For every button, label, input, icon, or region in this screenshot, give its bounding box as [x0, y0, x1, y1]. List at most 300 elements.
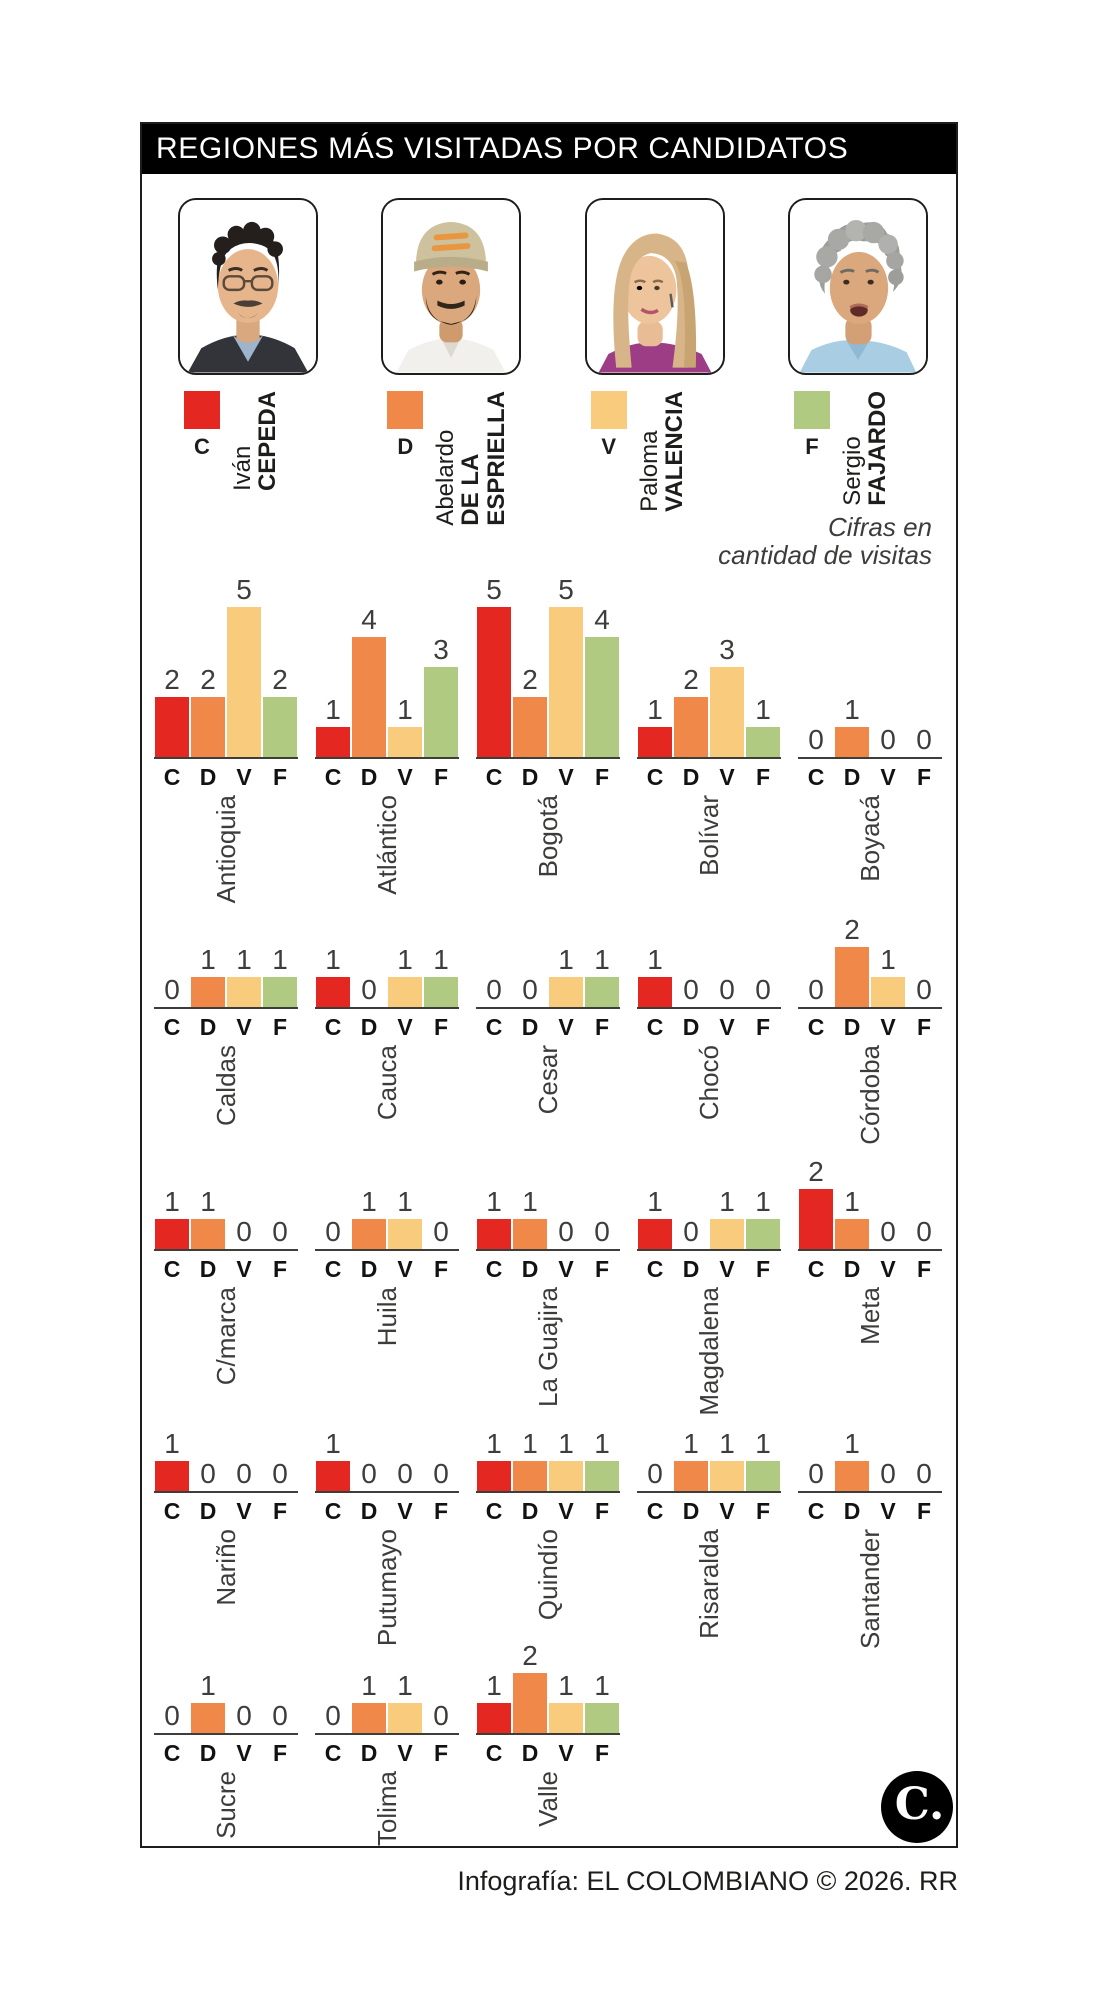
- bar-V: [388, 727, 422, 757]
- bar-slot: [710, 976, 744, 1007]
- bars-area: [798, 569, 942, 757]
- bar-letters: [476, 1735, 620, 1767]
- bar-value: 2: [164, 664, 180, 696]
- bar-value: 0: [433, 1216, 449, 1248]
- bar-D: [191, 1219, 225, 1249]
- bar-C: [477, 1461, 511, 1491]
- bar-value: 4: [594, 604, 610, 636]
- bar-value: 1: [433, 944, 449, 976]
- bar-value: 1: [397, 694, 413, 726]
- bar-letters: [637, 1009, 781, 1041]
- bar-letters: [798, 1009, 942, 1041]
- bar-slot: [907, 1218, 941, 1249]
- region-label: Quindío: [533, 1529, 563, 1621]
- portrait-sergio-illustration: [790, 200, 926, 373]
- bar-slot: [513, 1642, 547, 1733]
- region-label: Putumayo: [372, 1529, 402, 1647]
- bar-value: 1: [200, 1670, 216, 1702]
- bar-V: [871, 977, 905, 1007]
- bar-value: 4: [361, 604, 377, 636]
- bar-letter: F: [433, 1256, 449, 1283]
- bar-slot: [549, 1672, 583, 1733]
- bar-value: 1: [558, 1428, 574, 1460]
- bar-value: 2: [200, 664, 216, 696]
- bar-letter: C: [324, 1740, 342, 1767]
- bar-letters: [476, 759, 620, 791]
- region-chart: [637, 909, 781, 1151]
- bar-value: 1: [844, 1428, 860, 1460]
- candidate-key-column: [387, 391, 423, 511]
- region-chart: [315, 909, 459, 1151]
- bar-F: [585, 977, 619, 1007]
- bar-value: 5: [558, 574, 574, 606]
- candidate-name-wrap: [423, 391, 521, 526]
- bar-D: [674, 1461, 708, 1491]
- bar-F: [746, 1461, 780, 1491]
- bar-letter: D: [360, 1014, 378, 1041]
- bars-area: [798, 1151, 942, 1249]
- bar-value: 0: [522, 974, 538, 1006]
- bar-slot: [585, 1430, 619, 1491]
- bar-value: 5: [486, 574, 502, 606]
- bar-slot: [477, 976, 511, 1007]
- bar-letter: C: [807, 1256, 825, 1283]
- bar-letter: D: [843, 1498, 861, 1525]
- region-label-wrap: [154, 1041, 298, 1151]
- bar-letter: C: [485, 1498, 503, 1525]
- bar-value: 1: [594, 1428, 610, 1460]
- bar-V: [388, 977, 422, 1007]
- region-chart: [315, 1151, 459, 1393]
- bar-letter: V: [880, 1498, 896, 1525]
- region-chart: [476, 569, 620, 909]
- bar-value: 0: [683, 1216, 699, 1248]
- bar-value: 3: [433, 634, 449, 666]
- candidate-key-column: [794, 391, 830, 511]
- bar-C: [799, 1189, 833, 1249]
- candidate-name-wrap: [220, 391, 318, 511]
- bar-V: [549, 1703, 583, 1733]
- bar-slot: [316, 1430, 350, 1491]
- bar-letter: F: [433, 764, 449, 791]
- bar-letter: V: [236, 1740, 252, 1767]
- bar-D: [835, 947, 869, 1007]
- candidate-key-letter: C: [194, 434, 210, 459]
- region-label-wrap: [798, 1041, 942, 1151]
- region-chart: [798, 1393, 942, 1650]
- bar-slot: [871, 726, 905, 757]
- bars-area: [315, 909, 459, 1007]
- bar-value: 1: [272, 944, 288, 976]
- bars-area: [154, 1635, 298, 1733]
- region-label-wrap: [798, 1283, 942, 1393]
- bar-letter: V: [236, 1014, 252, 1041]
- bar-letter: V: [558, 1014, 574, 1041]
- candidate-name-line: ESPRIELLA: [483, 391, 511, 526]
- candidate-color-swatch: [794, 391, 830, 429]
- bar-D: [513, 697, 547, 757]
- bar-letter: C: [163, 764, 181, 791]
- bar-slot: [835, 1188, 869, 1249]
- bar-letters: [476, 1009, 620, 1041]
- region-chart: [637, 569, 781, 909]
- bar-value: 1: [558, 1670, 574, 1702]
- bar-slot: [513, 666, 547, 757]
- bar-letter: F: [433, 1740, 449, 1767]
- bar-slot: [388, 696, 422, 757]
- region-label: La Guajira: [533, 1287, 563, 1408]
- candidate-photo-abelardo-de-la-espriella: [381, 198, 521, 375]
- bar-letter: D: [360, 1256, 378, 1283]
- region-chart: [315, 1393, 459, 1647]
- region-label-wrap: [637, 791, 781, 909]
- candidate-key-letter: F: [805, 434, 819, 459]
- bar-D: [352, 1703, 386, 1733]
- bar-D: [191, 1703, 225, 1733]
- bar-F: [263, 697, 297, 757]
- legend-row: [142, 375, 956, 526]
- region-chart: [476, 1393, 620, 1635]
- region-label-wrap: [637, 1525, 781, 1639]
- candidate-photo-ivan-cepeda: [178, 198, 318, 375]
- bar-value: 0: [880, 1458, 896, 1490]
- candidate-key-letter: V: [601, 434, 616, 459]
- region-label-wrap: [476, 1283, 620, 1408]
- bar-letter: V: [236, 1256, 252, 1283]
- bar-letter: D: [521, 764, 539, 791]
- bar-value: 1: [755, 694, 771, 726]
- bar-value: 2: [522, 1640, 538, 1672]
- bars-area: [154, 1151, 298, 1249]
- bar-value: 1: [164, 1186, 180, 1218]
- region-label-wrap: [154, 1283, 298, 1393]
- bar-F: [424, 977, 458, 1007]
- bar-slot: [513, 1188, 547, 1249]
- bar-F: [263, 977, 297, 1007]
- bar-value: 1: [486, 1186, 502, 1218]
- bar-slot: [549, 1218, 583, 1249]
- region-chart: [637, 1393, 781, 1639]
- bar-value: 0: [880, 1216, 896, 1248]
- bar-letter: V: [236, 1498, 252, 1525]
- bar-C: [155, 697, 189, 757]
- region-label: Caldas: [211, 1045, 241, 1127]
- bar-value: 1: [200, 944, 216, 976]
- bar-slot: [227, 1460, 261, 1491]
- bar-slot: [477, 1188, 511, 1249]
- region-label: Valle: [533, 1771, 563, 1828]
- bar-value: 2: [808, 1156, 824, 1188]
- bar-letter: D: [199, 1740, 217, 1767]
- bar-slot: [316, 696, 350, 757]
- region-label-wrap: [315, 791, 459, 909]
- page-title: REGIONES MÁS VISITADAS POR CANDIDATOS: [142, 124, 956, 174]
- bar-value: 0: [325, 1700, 341, 1732]
- bar-letters: [637, 759, 781, 791]
- bar-slot: [155, 1702, 189, 1733]
- bar-D: [352, 1219, 386, 1249]
- bar-value: 1: [683, 1428, 699, 1460]
- bar-slot: [907, 726, 941, 757]
- bar-letter: D: [521, 1498, 539, 1525]
- bar-value: 1: [325, 694, 341, 726]
- bar-slot: [316, 1218, 350, 1249]
- bar-C: [477, 1219, 511, 1249]
- bar-value: 5: [236, 574, 252, 606]
- bar-letter: C: [646, 1498, 664, 1525]
- region-label: Cauca: [372, 1045, 402, 1121]
- bar-letter: D: [521, 1014, 539, 1041]
- bar-D: [835, 1461, 869, 1491]
- bar-slot: [674, 666, 708, 757]
- bar-V: [388, 1219, 422, 1249]
- bar-letter: F: [272, 1740, 288, 1767]
- bar-slot: [835, 696, 869, 757]
- bar-value: 0: [916, 1216, 932, 1248]
- candidate-photos-row: [142, 174, 956, 375]
- bar-C: [316, 727, 350, 757]
- bar-value: 1: [719, 1186, 735, 1218]
- portrait-ivan-cepeda-illustration: [180, 200, 316, 373]
- candidate-name-rotated: [230, 391, 281, 491]
- bar-slot: [710, 636, 744, 757]
- bars-area: [476, 569, 620, 757]
- bar-letter: V: [880, 1014, 896, 1041]
- candidate-photo-paloma-valencia: [585, 198, 725, 375]
- bar-letter: F: [594, 764, 610, 791]
- bar-value: 1: [647, 1186, 663, 1218]
- candidate-name-line: Iván: [229, 445, 256, 492]
- bar-letter: C: [163, 1256, 181, 1283]
- candidate-name-line: Abelardo: [432, 429, 460, 526]
- bar-slot: [799, 1460, 833, 1491]
- bar-value: 0: [236, 1458, 252, 1490]
- bar-slot: [388, 1188, 422, 1249]
- region-label: Risaralda: [694, 1529, 724, 1639]
- bar-value: 1: [397, 1670, 413, 1702]
- bar-slot: [549, 1430, 583, 1491]
- region-chart: [154, 569, 298, 909]
- bar-value: 0: [164, 974, 180, 1006]
- bar-slot: [263, 1218, 297, 1249]
- bar-value: 1: [755, 1428, 771, 1460]
- bar-value: 1: [558, 944, 574, 976]
- bar-value: 2: [272, 664, 288, 696]
- bar-value: 1: [486, 1670, 502, 1702]
- bar-letter: C: [163, 1014, 181, 1041]
- bar-value: 1: [522, 1428, 538, 1460]
- bar-C: [477, 1703, 511, 1733]
- bar-letter: F: [594, 1014, 610, 1041]
- bar-slot: [227, 946, 261, 1007]
- candidate-color-swatch: [387, 391, 423, 429]
- bars-area: [154, 569, 298, 757]
- bar-value: 1: [844, 694, 860, 726]
- bar-value: 1: [200, 1186, 216, 1218]
- bar-letters: [154, 1251, 298, 1283]
- candidate-color-swatch: [591, 391, 627, 429]
- bar-letter: V: [397, 1256, 413, 1283]
- candidate-name-rotated: [840, 391, 891, 506]
- bar-F: [585, 637, 619, 757]
- bar-value: 0: [397, 1458, 413, 1490]
- bar-letter: F: [272, 1256, 288, 1283]
- chart-row: [154, 1151, 942, 1416]
- bar-F: [746, 1219, 780, 1249]
- bar-slot: [352, 1188, 386, 1249]
- bar-letter: F: [916, 1256, 932, 1283]
- bar-letter: C: [324, 1014, 342, 1041]
- bar-slot: [513, 976, 547, 1007]
- bar-value: 2: [522, 664, 538, 696]
- bar-letter: D: [199, 1498, 217, 1525]
- chart-row: [154, 1393, 942, 1650]
- bar-slot: [746, 976, 780, 1007]
- bar-letter: V: [719, 1256, 735, 1283]
- bars-area: [315, 1393, 459, 1491]
- bar-value: 0: [558, 1216, 574, 1248]
- bar-letter: D: [682, 1256, 700, 1283]
- bar-letter: V: [719, 1014, 735, 1041]
- bar-value: 0: [325, 1216, 341, 1248]
- region-label: Nariño: [211, 1529, 241, 1606]
- bar-letter: F: [272, 1014, 288, 1041]
- bar-slot: [263, 1460, 297, 1491]
- bar-slot: [155, 1430, 189, 1491]
- region-label-wrap: [637, 1283, 781, 1416]
- bar-letter: V: [558, 764, 574, 791]
- bars-area: [154, 909, 298, 1007]
- bar-value: 0: [433, 1700, 449, 1732]
- candidate-name-line: VALENCIA: [661, 391, 689, 512]
- bar-letter: C: [324, 1256, 342, 1283]
- bar-value: 1: [361, 1670, 377, 1702]
- bar-letters: [315, 1735, 459, 1767]
- bar-slot: [871, 1218, 905, 1249]
- bar-value: 1: [755, 1186, 771, 1218]
- region-label: Sucre: [211, 1771, 241, 1840]
- region-label-wrap: [154, 1525, 298, 1635]
- bar-value: 0: [361, 1458, 377, 1490]
- bar-value: 0: [200, 1458, 216, 1490]
- region-label: C/marca: [211, 1287, 241, 1386]
- bar-slot: [191, 1672, 225, 1733]
- bar-slot: [746, 1430, 780, 1491]
- bar-C: [316, 1461, 350, 1491]
- bar-letter: C: [485, 1256, 503, 1283]
- bar-slot: [155, 1188, 189, 1249]
- region-label: Magdalena: [694, 1287, 724, 1416]
- bar-F: [585, 1703, 619, 1733]
- region-label: Atlántico: [372, 795, 402, 895]
- chart-row: [154, 1635, 942, 1855]
- bar-letter: V: [558, 1256, 574, 1283]
- bar-slot: [799, 1158, 833, 1249]
- bar-letter: D: [199, 1256, 217, 1283]
- region-chart: [798, 1151, 942, 1393]
- bar-value: 2: [844, 914, 860, 946]
- chart-row: [154, 909, 942, 1151]
- bar-letters: [637, 1251, 781, 1283]
- bar-letter: C: [485, 1014, 503, 1041]
- region-label: Cesar: [533, 1045, 563, 1115]
- bar-slot: [263, 1702, 297, 1733]
- bar-slot: [388, 1672, 422, 1733]
- bar-slot: [513, 1430, 547, 1491]
- bar-value: 1: [844, 1186, 860, 1218]
- bar-value: 3: [719, 634, 735, 666]
- bar-value: 0: [755, 974, 771, 1006]
- bar-value: 0: [272, 1216, 288, 1248]
- bar-C: [155, 1219, 189, 1249]
- bar-letter: V: [880, 764, 896, 791]
- bar-D: [674, 697, 708, 757]
- region-label-wrap: [476, 791, 620, 909]
- region-label: Chocó: [694, 1045, 724, 1121]
- bar-V: [227, 977, 261, 1007]
- bar-letter: D: [199, 764, 217, 791]
- bar-slot: [263, 666, 297, 757]
- bars-area: [476, 909, 620, 1007]
- region-label: Córdoba: [855, 1045, 885, 1145]
- bar-value: 0: [880, 724, 896, 756]
- bar-slot: [799, 976, 833, 1007]
- bar-letter: F: [755, 1498, 771, 1525]
- bar-letters: [315, 1251, 459, 1283]
- bar-slot: [638, 946, 672, 1007]
- bar-value: 1: [594, 944, 610, 976]
- bar-value: 0: [916, 1458, 932, 1490]
- bar-value: 1: [647, 694, 663, 726]
- bar-letters: [798, 1251, 942, 1283]
- region-chart: [476, 1635, 620, 1855]
- bars-area: [315, 1151, 459, 1249]
- candidate-name-wrap: [627, 391, 725, 511]
- bar-C: [638, 977, 672, 1007]
- bar-C: [316, 977, 350, 1007]
- bar-C: [155, 1461, 189, 1491]
- bar-letter: C: [163, 1498, 181, 1525]
- region-label-wrap: [154, 791, 298, 909]
- bar-slot: [549, 576, 583, 757]
- bar-V: [388, 1703, 422, 1733]
- units-note: [142, 513, 956, 569]
- candidate-key-column: [591, 391, 627, 511]
- bar-letters: [476, 1493, 620, 1525]
- bar-C: [477, 607, 511, 757]
- bar-slot: [710, 1188, 744, 1249]
- region-chart: [476, 909, 620, 1151]
- bars-area: [637, 569, 781, 757]
- bar-slot: [227, 1702, 261, 1733]
- bar-letter: V: [719, 1498, 735, 1525]
- region-label-wrap: [476, 1767, 620, 1855]
- bar-letter: D: [360, 764, 378, 791]
- bar-slot: [710, 1430, 744, 1491]
- bar-letters: [154, 1735, 298, 1767]
- bar-slot: [585, 1672, 619, 1733]
- bar-slot: [907, 1460, 941, 1491]
- legend-item: [381, 391, 521, 526]
- el-colombiano-logo-letter: C.: [894, 1779, 945, 1830]
- bar-letter: F: [594, 1740, 610, 1767]
- region-label: Bolívar: [694, 795, 724, 877]
- bar-letter: C: [485, 764, 503, 791]
- bar-slot: [388, 946, 422, 1007]
- bar-slot: [907, 976, 941, 1007]
- bar-V: [549, 607, 583, 757]
- region-chart: [637, 1151, 781, 1416]
